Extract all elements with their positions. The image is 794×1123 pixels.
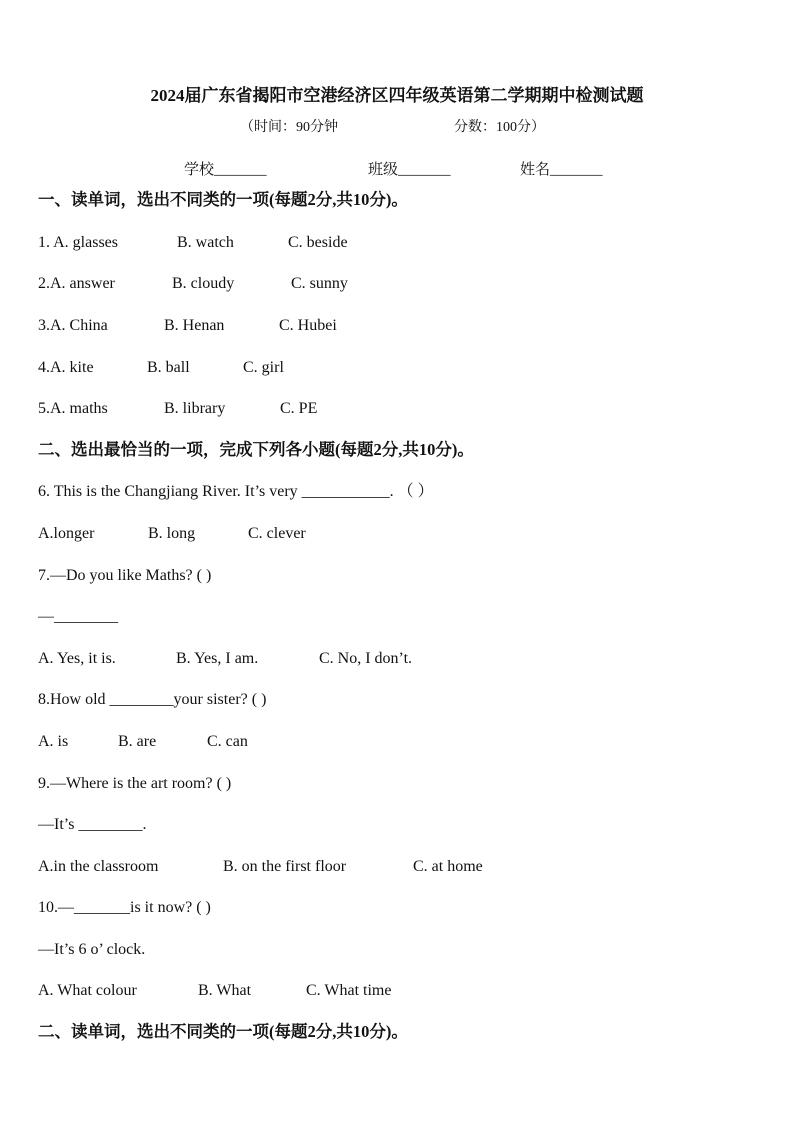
q7-stem: 7.—Do you like Maths? ( ) <box>38 567 212 584</box>
q6-option-c: C. clever <box>248 525 306 542</box>
school-field: 学校_______ <box>184 162 267 178</box>
q10-stem: 10.—_______is it now? ( ) <box>38 899 211 916</box>
q3-option-a: 3.A. China <box>38 317 108 334</box>
q3-option-b: B. Henan <box>164 317 225 334</box>
q7-option-a: A. Yes, it is. <box>38 650 116 667</box>
page-title: 2024届广东省揭阳市空港经济区四年级英语第二学期期中检测试题 <box>150 86 644 105</box>
q10-option-b: B. What <box>198 982 252 999</box>
q5-option-c: C. PE <box>280 400 318 417</box>
q9-stem: 9.—Where is the art room? ( ) <box>38 775 232 792</box>
q3-option-c: C. Hubei <box>279 317 337 334</box>
q8-option-a: A. is <box>38 733 69 750</box>
q9-option-b: B. on the first floor <box>223 858 347 875</box>
q2-option-c: C. sunny <box>291 275 348 292</box>
q7-option-c: C. No, I don’t. <box>319 650 413 667</box>
q1-option-b: B. watch <box>177 234 234 251</box>
q5-option-a: 5.A. maths <box>38 400 108 417</box>
q2-option-a: 2.A. answer <box>38 275 115 292</box>
q8-stem: 8.How old ________your sister? ( ) <box>38 691 267 708</box>
q10-answer-line: —It’s 6 o’ clock. <box>38 941 146 958</box>
q8-option-c: C. can <box>207 733 248 750</box>
q4-option-a: 4.A. kite <box>38 359 94 376</box>
section-1-heading: 一、读单词，选出不同类的一项(每题2分,共10分)。 <box>38 190 408 209</box>
q1-option-a: 1. A. glasses <box>38 234 118 251</box>
q9-answer-line: —It’s ________. <box>38 816 147 833</box>
section-2-heading: 二、选出最恰当的一项，完成下列各小题(每题2分,共10分)。 <box>38 440 474 459</box>
q4-option-b: B. ball <box>147 359 190 376</box>
q9-option-a: A.in the classroom <box>38 858 159 875</box>
q10-option-a: A. What colour <box>38 982 137 999</box>
section-3-heading: 二、读单词，选出不同类的一项(每题2分,共10分)。 <box>38 1022 408 1041</box>
q7-option-b: B. Yes, I am. <box>176 650 259 667</box>
name-field: 姓名_______ <box>520 162 603 178</box>
exam-score: 分数：100分） <box>454 120 545 135</box>
q5-option-b: B. library <box>164 400 226 417</box>
q9-option-c: C. at home <box>413 858 483 875</box>
q2-option-b: B. cloudy <box>172 275 235 292</box>
q6-stem: 6. This is the Changjiang River. It’s very ___________. （ ） <box>38 483 434 500</box>
q1-option-c: C. beside <box>288 234 348 251</box>
q7-answer-line: —________ <box>38 608 118 625</box>
q6-option-a: A.longer <box>38 525 95 542</box>
q10-option-c: C. What time <box>306 982 392 999</box>
q6-option-b: B. long <box>148 525 196 542</box>
q4-option-c: C. girl <box>243 359 284 376</box>
q8-option-b: B. are <box>118 733 157 750</box>
class-field: 班级_______ <box>368 162 451 178</box>
exam-time: （时间：90分钟 <box>240 120 338 135</box>
